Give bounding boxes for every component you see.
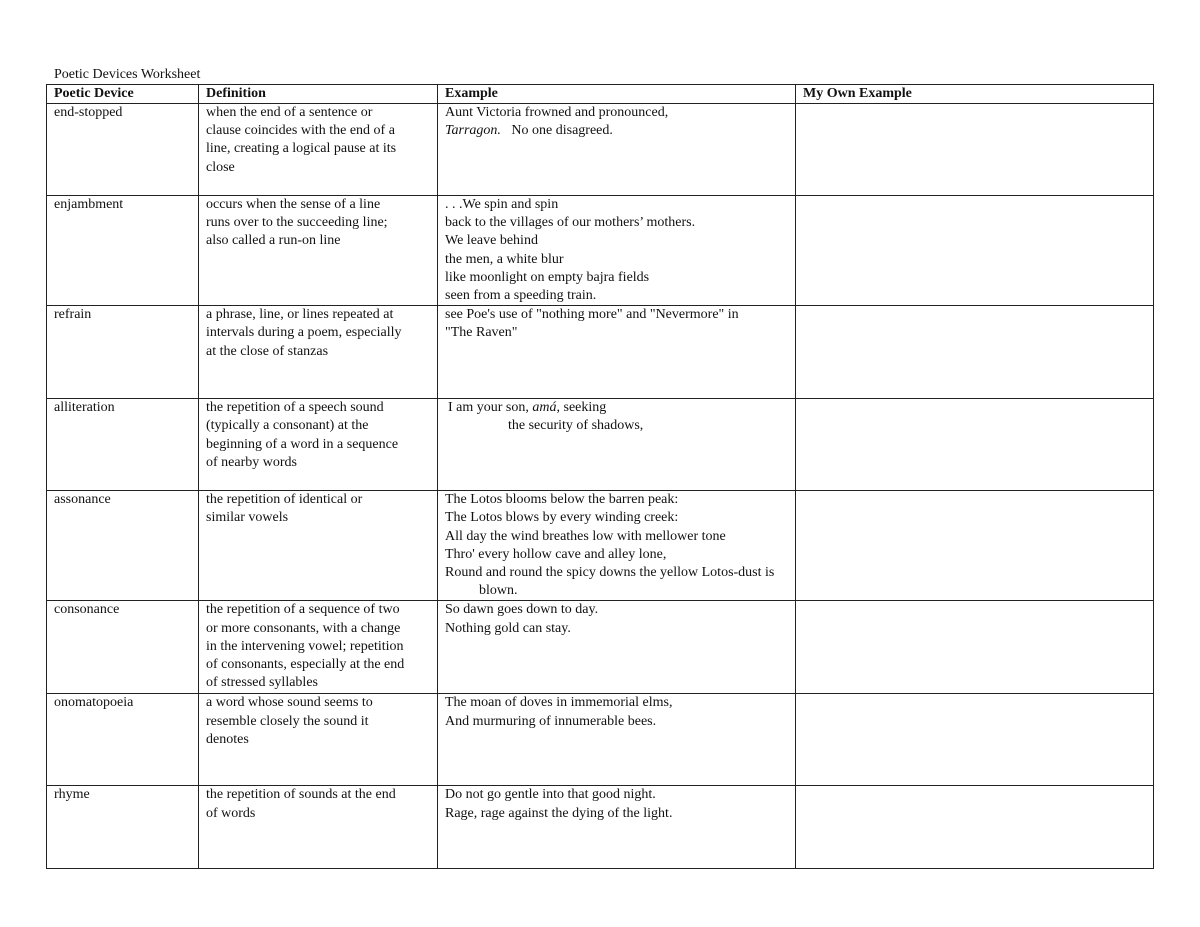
device-cell xyxy=(47,601,199,694)
example-line: We leave behind xyxy=(445,233,538,249)
example-line: blown. xyxy=(479,583,518,599)
table-row xyxy=(47,196,1154,306)
definition-line: beginning of a word in a sequence xyxy=(206,436,399,452)
example-line: So dawn goes down to day. xyxy=(445,602,599,618)
column-header-definition: Definition xyxy=(199,85,438,104)
example-line xyxy=(445,122,788,140)
device-cell xyxy=(47,104,199,196)
device-cell xyxy=(47,306,199,399)
table-row xyxy=(47,694,1154,786)
definition-line: at the close of stanzas xyxy=(206,343,329,359)
own-example-cell[interactable] xyxy=(796,196,1154,306)
example-line: see Poe's use of "nothing more" and "Nevermore" in xyxy=(445,307,739,323)
device-cell xyxy=(47,196,199,306)
example-cell xyxy=(438,786,796,869)
definition-line: occurs when the sense of a line xyxy=(206,197,381,212)
own-example-cell[interactable] xyxy=(796,306,1154,399)
own-example-cell[interactable] xyxy=(796,786,1154,869)
device-name: assonance xyxy=(54,492,111,508)
definition-line: in the intervening vowel; repetition xyxy=(206,638,404,654)
example-line: Thro' every hollow cave and alley lone, xyxy=(445,546,667,562)
own-example-cell[interactable] xyxy=(796,601,1154,694)
column-header-my-own-example: My Own Example xyxy=(796,85,1154,104)
example-line: seen from a speeding train. xyxy=(445,288,597,304)
definition-line: similar vowels xyxy=(206,510,289,526)
example-line: The Lotos blows by every winding creek: xyxy=(445,510,679,526)
definition-line: of words xyxy=(206,805,256,821)
own-example-cell[interactable] xyxy=(796,399,1154,491)
definition-line: denotes xyxy=(206,731,249,747)
own-example-cell[interactable] xyxy=(796,104,1154,196)
example-line: the security of shadows, xyxy=(508,418,644,434)
example-cell xyxy=(438,399,796,491)
own-example-cell[interactable] xyxy=(796,694,1154,786)
worksheet-title: Poetic Devices Worksheet xyxy=(54,67,201,82)
definition-cell xyxy=(199,104,438,196)
definition-line: clause coincides with the end of a xyxy=(206,123,395,139)
example-line: The Lotos blooms below the barren peak: xyxy=(445,492,679,508)
definition-line: or more consonants, with a change xyxy=(206,620,401,636)
table-row xyxy=(47,306,1154,399)
device-name: refrain xyxy=(54,307,92,323)
example-cell xyxy=(438,196,796,306)
definition-line: (typically a consonant) at the xyxy=(206,418,369,434)
definition-line: intervals during a poem, especially xyxy=(206,325,402,341)
definition-line: line, creating a logical pause at its xyxy=(206,141,397,157)
device-name: enjambment xyxy=(54,197,124,212)
example-italic-word: Tarragon. xyxy=(445,123,501,139)
definition-line: when the end of a sentence or xyxy=(206,105,373,120)
definition-cell xyxy=(199,786,438,869)
definition-line: a phrase, line, or lines repeated at xyxy=(206,307,394,323)
example-text: I am your son, xyxy=(448,400,533,416)
definition-cell xyxy=(199,491,438,601)
example-cell xyxy=(438,694,796,786)
table-row xyxy=(47,399,1154,491)
example-cell xyxy=(438,601,796,694)
example-line xyxy=(445,399,788,417)
definition-line: the repetition of a speech sound xyxy=(206,400,384,416)
definition-line: of consonants, especially at the end xyxy=(206,657,405,673)
example-cell xyxy=(438,104,796,196)
definition-line: a word whose sound seems to xyxy=(206,695,373,711)
example-italic-word: amá xyxy=(532,400,557,416)
example-line: Aunt Victoria frowned and pronounced, xyxy=(445,105,669,120)
table-row xyxy=(47,601,1154,694)
table-header-row xyxy=(47,85,1154,104)
table-row xyxy=(47,491,1154,601)
example-line: All day the wind breathes low with mellower tone xyxy=(445,528,726,544)
example-line: the men, a white blur xyxy=(445,251,564,267)
device-name: onomatopoeia xyxy=(54,695,134,711)
device-name: alliteration xyxy=(54,400,115,416)
definition-line: also called a run-on line xyxy=(206,233,341,249)
example-line: like moonlight on empty bajra fields xyxy=(445,269,650,285)
device-cell xyxy=(47,786,199,869)
device-cell xyxy=(47,399,199,491)
definition-line: of nearby words xyxy=(206,454,297,470)
device-cell xyxy=(47,491,199,601)
example-cell xyxy=(438,306,796,399)
definition-cell xyxy=(199,601,438,694)
table-row xyxy=(47,104,1154,196)
example-line: "The Raven" xyxy=(445,325,518,341)
definition-line: of stressed syllables xyxy=(206,675,318,691)
definition-line: close xyxy=(206,159,235,175)
definition-cell xyxy=(199,399,438,491)
device-cell xyxy=(47,694,199,786)
example-line: Rage, rage against the dying of the light. xyxy=(445,805,673,821)
example-line: . . .We spin and spin xyxy=(445,197,559,212)
example-line: Round and round the spicy downs the yellow Lotos-dust is xyxy=(445,565,775,581)
definition-line: resemble closely the sound it xyxy=(206,713,369,729)
example-line: back to the villages of our mothers’ mothers. xyxy=(445,215,696,231)
definition-cell xyxy=(199,306,438,399)
definition-cell xyxy=(199,694,438,786)
definition-line: runs over to the succeeding line; xyxy=(206,215,388,231)
table-row xyxy=(47,786,1154,869)
example-line: Nothing gold can stay. xyxy=(445,620,571,636)
device-name: consonance xyxy=(54,602,120,618)
example-line: The moan of doves in immemorial elms, xyxy=(445,695,673,711)
definition-cell xyxy=(199,196,438,306)
example-line: And murmuring of innumerable bees. xyxy=(445,713,657,729)
definition-line: the repetition of identical or xyxy=(206,492,363,508)
example-text: , seeking xyxy=(556,400,607,416)
definition-line: the repetition of sounds at the end xyxy=(206,787,396,803)
definition-line: the repetition of a sequence of two xyxy=(206,602,400,618)
example-text: No one disagreed. xyxy=(511,123,613,139)
example-line: Do not go gentle into that good night. xyxy=(445,787,656,803)
device-name: end-stopped xyxy=(54,105,123,120)
example-cell xyxy=(438,491,796,601)
own-example-cell[interactable] xyxy=(796,491,1154,601)
column-header-example: Example xyxy=(438,85,796,104)
column-header-poetic-device: Poetic Device xyxy=(47,85,199,104)
poetic-devices-table xyxy=(46,84,1154,869)
device-name: rhyme xyxy=(54,787,90,803)
